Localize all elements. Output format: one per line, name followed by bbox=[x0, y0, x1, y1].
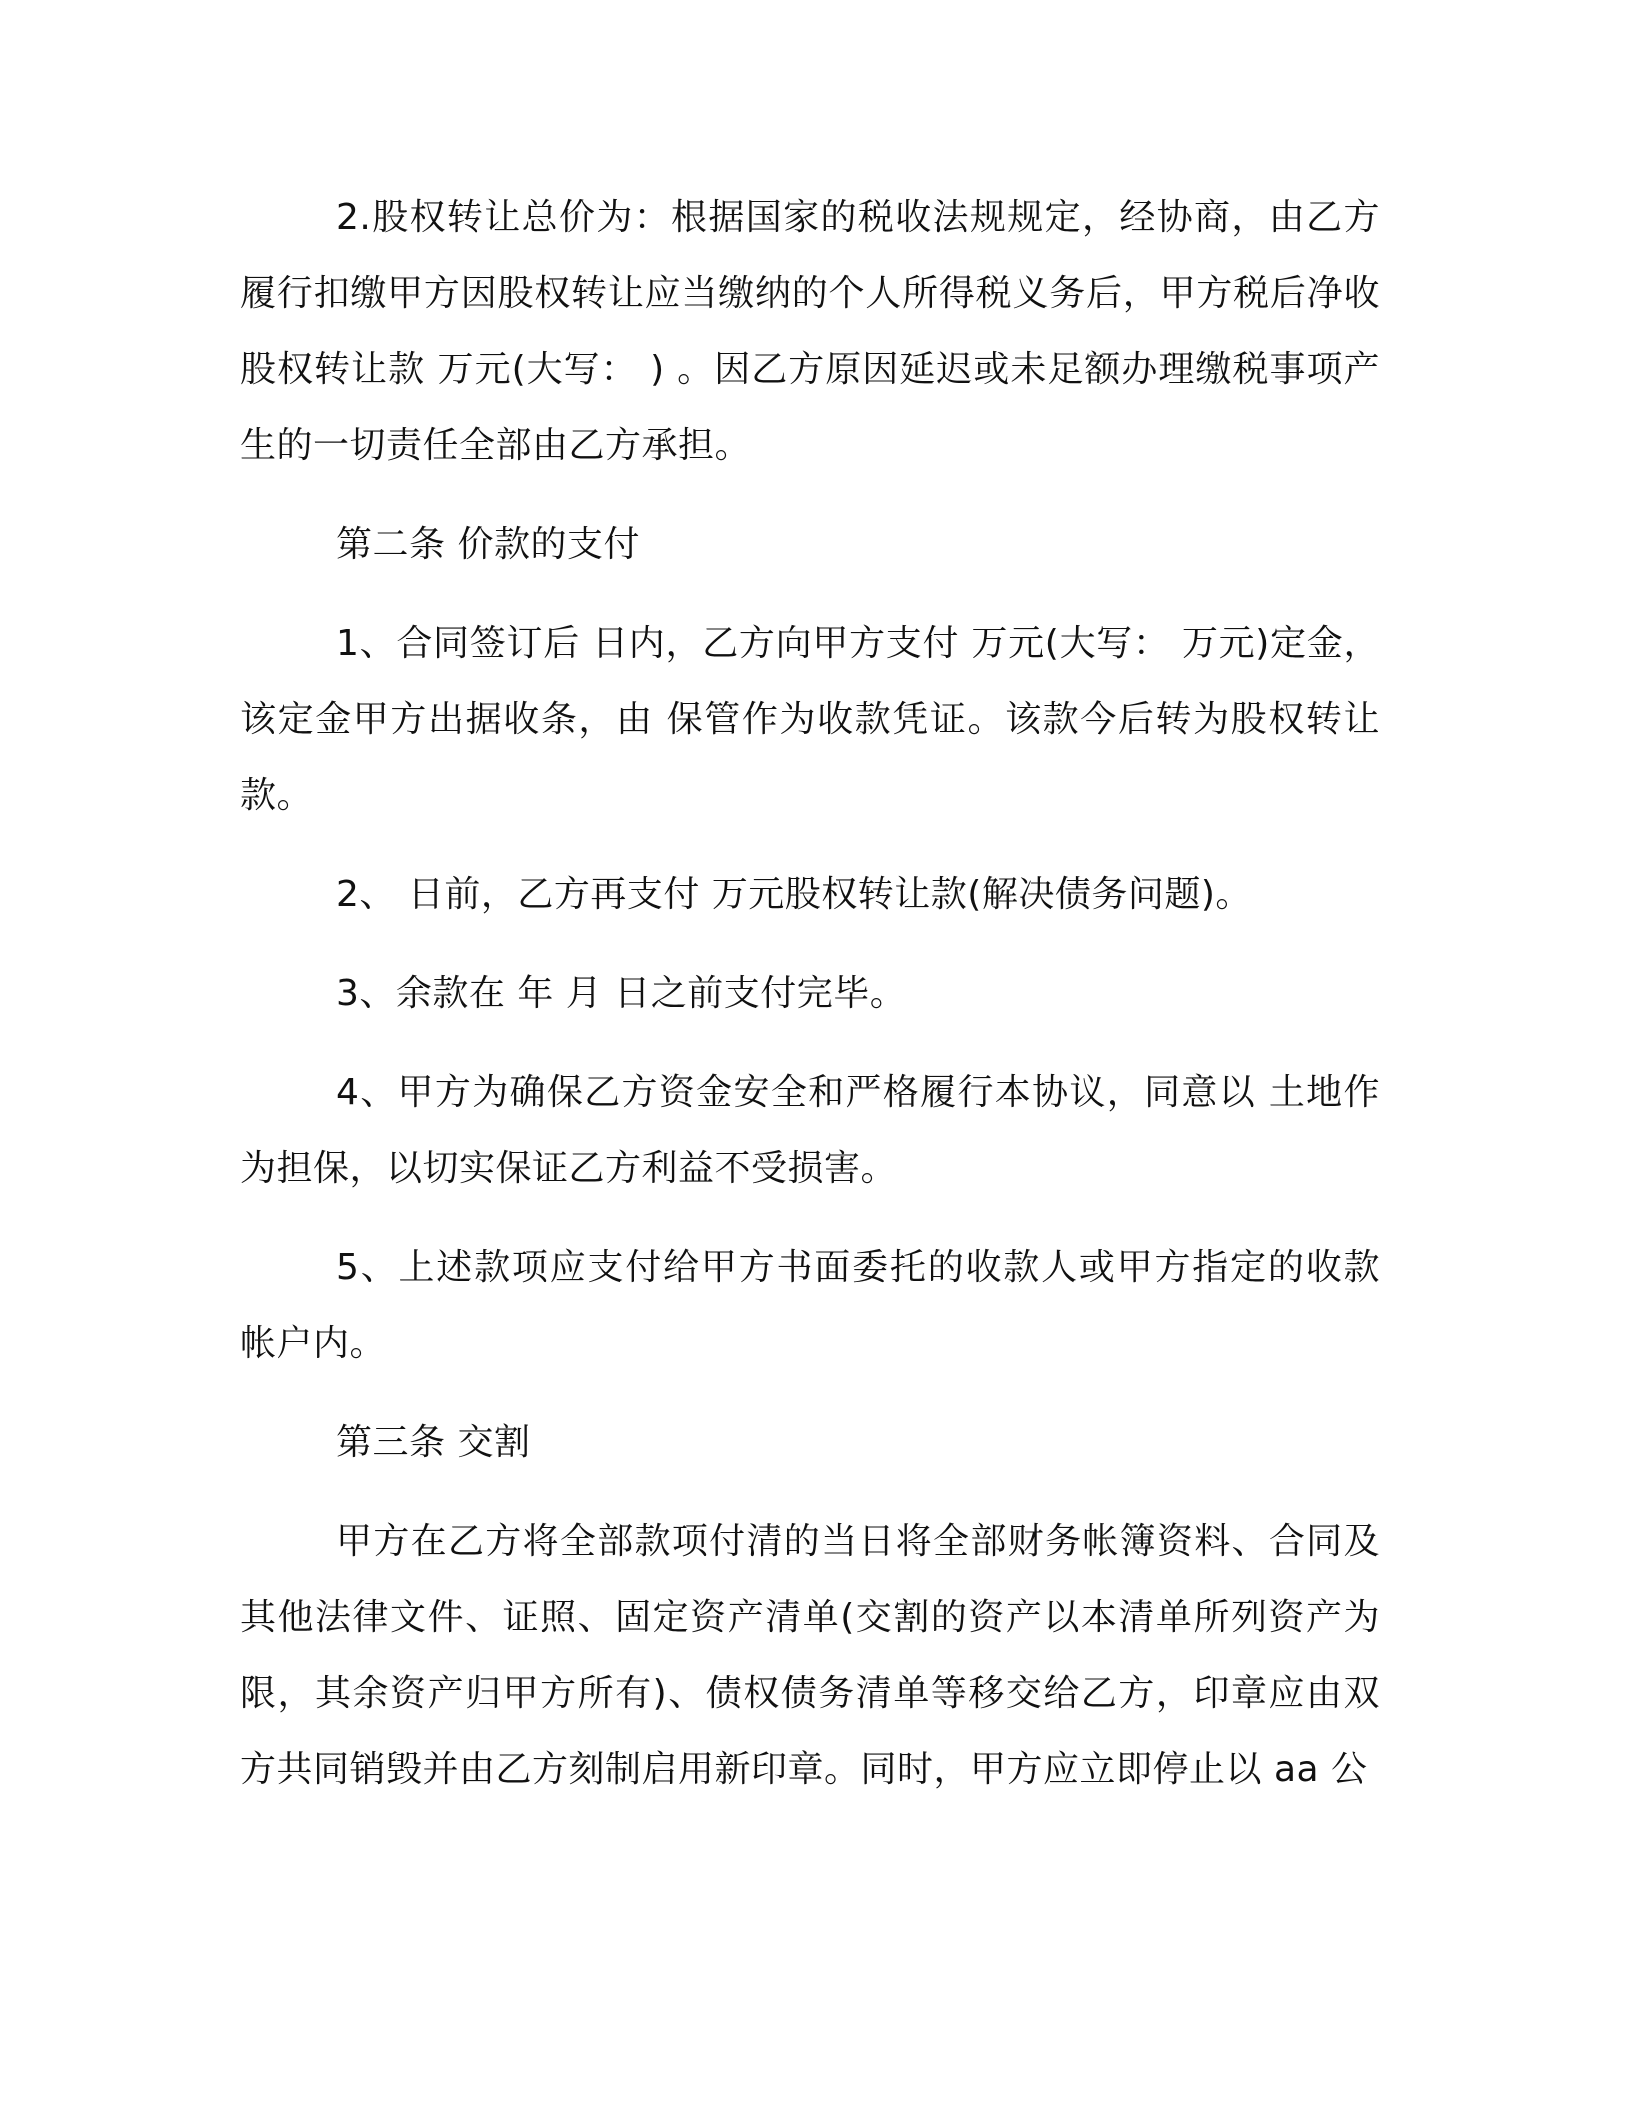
paragraph-total-price: 2.股权转让总价为：根据国家的税收法规规定，经协商，由乙方履行扣缴甲方因股权转让应当缴纳的个人所得税义务后，甲方税后净收股权转让款 万元(大写： ) 。因乙方原因延迟或未足额办理缴税事项产生的一切责任全部由乙方承担。 bbox=[240, 197, 1380, 466]
document-body bbox=[240, 180, 1380, 1831]
paragraph-payment-2: 2、 日前，乙方再支付 万元股权转让款(解决债务问题)。 bbox=[336, 874, 1252, 915]
paragraph-delivery: 甲方在乙方将全部款项付清的当日将全部财务帐簿资料、合同及其他法律文件、证照、固定资产清单(交割的资产以本清单所列资产为限，其余资产归甲方所有)、债权债务清单等移交给乙方，印章应由双方共同销毁并由乙方刻制启用新印章。同时，甲方应立即停止以 aa 公 bbox=[240, 1521, 1380, 1790]
paragraph-payment-5: 5、上述款项应支付给甲方书面委托的收款人或甲方指定的收款帐户内。 bbox=[240, 1247, 1380, 1364]
heading-article-3-delivery: 第三条 交割 bbox=[336, 1422, 531, 1463]
paragraph-payment-4: 4、甲方为确保乙方资金安全和严格履行本协议，同意以 土地作为担保，以切实保证乙方利益不受损害。 bbox=[240, 1072, 1380, 1189]
heading-article-2-payment: 第二条 价款的支付 bbox=[336, 524, 640, 565]
paragraph-payment-3: 3、余款在 年 月 日之前支付完毕。 bbox=[336, 973, 907, 1014]
paragraph-payment-1: 1、合同签订后 日内，乙方向甲方支付 万元(大写： 万元)定金，该定金甲方出据收条，由 保管作为收款凭证。该款今后转为股权转让款。 bbox=[240, 623, 1380, 816]
